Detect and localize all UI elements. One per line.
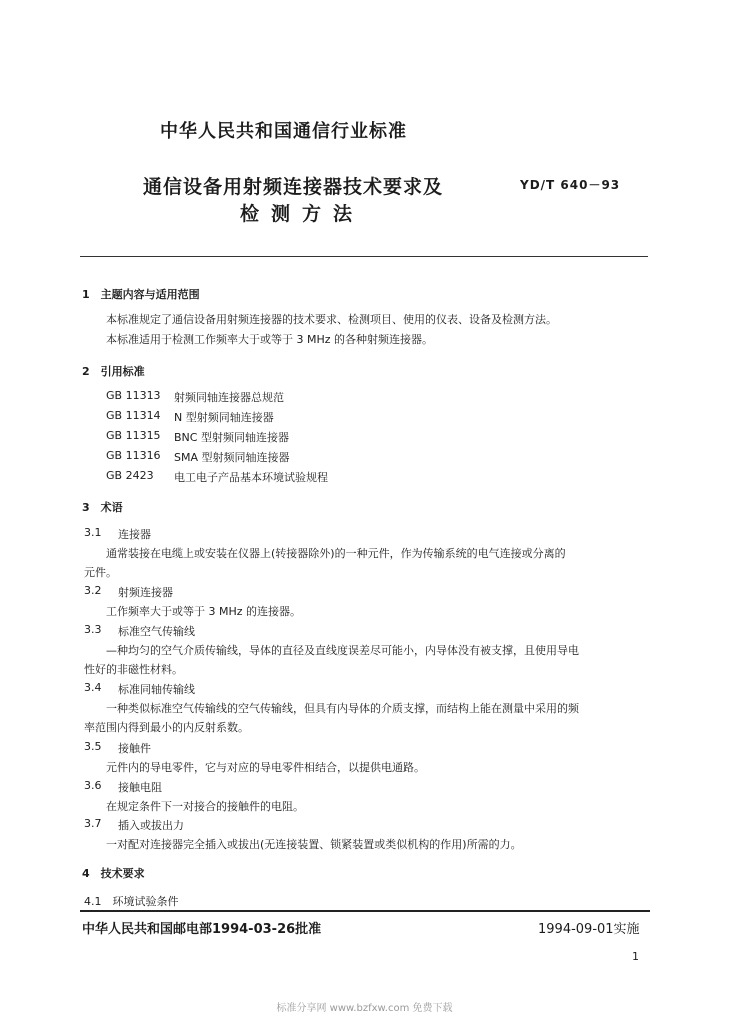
- footer-divider: [80, 910, 650, 912]
- clause-term: 接触件: [118, 742, 151, 755]
- paragraph-line: 工作频率大于或等于 3 MHz 的连接器。: [106, 605, 302, 618]
- document-title-line1: 通信设备用射频连接器技术要求及: [143, 176, 444, 198]
- issuing-authority: 中华人民共和国通信行业标准: [160, 121, 407, 142]
- paragraph-line: 一对配对连接器完全插入或拔出(无连接装置、锁紧装置或类似机构的作用)所需的力。: [106, 838, 522, 851]
- reference-title: BNC 型射频同轴连接器: [174, 431, 289, 444]
- clause-number: 3.5: [84, 740, 102, 753]
- watermark-text: 标准分享网 www.bzfxw.com 免费下载: [276, 1003, 453, 1014]
- header-divider: [80, 256, 648, 257]
- page-number: 1: [632, 950, 639, 963]
- paragraph-line: 本标准适用于检测工作频率大于或等于 3 MHz 的各种射频连接器。: [106, 333, 434, 346]
- paragraph-line: 率范围内得到最小的内反射系数。: [84, 721, 249, 734]
- reference-code: GB 11315: [106, 429, 161, 442]
- clause-number: 3.7: [84, 817, 102, 830]
- approval-info: 中华人民共和国邮电部1994-03-26批准: [82, 922, 322, 937]
- paragraph-line: —种均匀的空气介质传输线，导体的直径及直线度误差尽可能小，内导体没有被支撑，且使用导电: [106, 644, 579, 657]
- section-heading-1: 1 主题内容与适用范围: [82, 288, 200, 301]
- reference-title: N 型射频同轴连接器: [174, 411, 274, 424]
- clause-number: 3.4: [84, 681, 102, 694]
- section-heading-3: 3 术语: [82, 501, 123, 514]
- clause-number: 3.1: [84, 526, 102, 539]
- reference-code: GB 2423: [106, 469, 154, 482]
- effective-date: 1994-09-01实施: [538, 922, 640, 937]
- paragraph-line: 性好的非磁性材料。: [84, 663, 183, 676]
- clause-term: 射频连接器: [118, 586, 173, 599]
- paragraph-line: 元件内的导电零件，它与对应的导电零件相结合，以提供电通路。: [106, 761, 425, 774]
- section-heading-4: 4 技术要求: [82, 867, 145, 880]
- reference-title: 射频同轴连接器总规范: [174, 391, 284, 404]
- reference-title: 电工电子产品基本环境试验规程: [174, 471, 328, 484]
- clause-heading: 4.1 环境试验条件: [84, 895, 179, 908]
- paragraph-line: 元件。: [84, 566, 117, 579]
- section-heading-2: 2 引用标准: [82, 365, 145, 378]
- clause-term: 连接器: [118, 528, 151, 541]
- reference-code: GB 11316: [106, 449, 161, 462]
- clause-number: 3.2: [84, 584, 102, 597]
- paragraph-line: 一种类似标准空气传输线的空气传输线，但具有内导体的介质支撑，而结构上能在测量中采用的频: [106, 702, 579, 715]
- reference-code: GB 11313: [106, 389, 161, 402]
- paragraph-line: 在规定条件下一对接合的接触件的电阻。: [106, 800, 304, 813]
- clause-term: 标准空气传输线: [118, 625, 195, 638]
- clause-term: 接触电阻: [118, 781, 162, 794]
- clause-number: 3.3: [84, 623, 102, 636]
- clause-number: 3.6: [84, 779, 102, 792]
- reference-code: GB 11314: [106, 409, 161, 422]
- document-title-line2: 检测方法: [240, 203, 365, 225]
- paragraph-line: 通常装接在电缆上或安装在仪器上(转接器除外)的一种元件，作为传输系统的电气连接或分离的: [106, 547, 566, 560]
- clause-term: 插入或拔出力: [118, 819, 184, 832]
- clause-term: 标准同轴传输线: [118, 683, 195, 696]
- paragraph-line: 本标准规定了通信设备用射频连接器的技术要求、检测项目、使用的仪表、设备及检测方法。: [106, 313, 557, 326]
- reference-title: SMA 型射频同轴连接器: [174, 451, 290, 464]
- standard-code: YD/T 640－93: [520, 178, 621, 192]
